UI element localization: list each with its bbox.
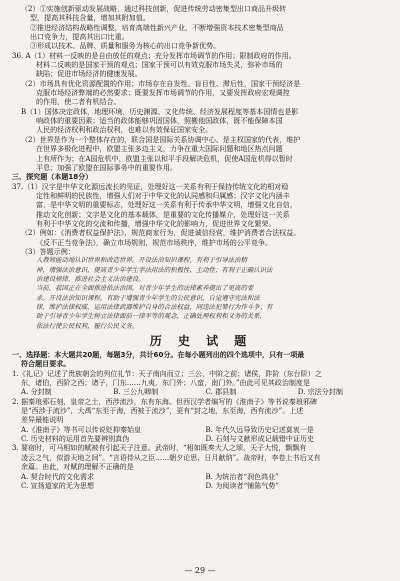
option-a: A.《淮南子》等书可以传说贬抑秦始皇 (21, 424, 142, 434)
question-text: 3. 要宿时，可马相如的赋被有引起天子注意。武帝时，“相如既奏大人之颂，天子大悦，飘飘有 (12, 443, 307, 453)
question-text: 凌云之气，似游天地之间”。“言语侍从之臣……朝夕论思，日月献纳”。战帝时，李卷上书后又有 (21, 452, 321, 462)
text-line: 平息；加强了欧盟在国际事务中的重要作用。 (36, 162, 177, 172)
option-c: C. 郡县制 (205, 387, 237, 397)
history-section (12, 350, 390, 490)
handwritten-line: 神，增强法治意识，提高青少年学生学法用法的积极性、主动性；有利于正确认识法 (36, 265, 273, 274)
text-line: （2）①实施创新驱动发展战略，通过科技创新，促进传统劳动密集型出口商品升级转 (21, 4, 287, 13)
option-b: B. 三公九卿制 (113, 387, 159, 397)
question-1 (12, 369, 390, 397)
question-options (12, 481, 390, 490)
handwritten-line: 当前，我国正在全面推进依法治国，对青少年学生的法律素养提出了更高的要 (36, 284, 254, 293)
text-line: 定性和鲜明的民族性，增强人们对于中华文化的认同感和归属感；汉字文化内涵丰 (36, 190, 290, 200)
text-line: 36. A（1）材料一反映的是自由放任的观点；充分发挥市场调节的作用；限制政府的作用。 (12, 50, 296, 60)
text-line: 推动文化创新；文字是文化的基本载体，是重要的文化传播媒介，处理好这一关系 (36, 209, 290, 219)
handwritten-line: 助于引导青少年学生树立法律面前一律平等的观念，正确处理权利和义务的关系， (36, 312, 267, 321)
question-options (12, 434, 390, 443)
option-c: C. 宣扬道家的无为思想 (21, 480, 95, 490)
question-text: 1.《礼记》记述了贵族朝会的列位礼节：天子南向而立；三公，中阶之前；诸侯，阼阶（东台阶）之 (12, 368, 322, 378)
text-line: ③形成以技术、品牌、质量和服务为核心的出口竞争新优势。 (30, 41, 221, 51)
question-3 (12, 443, 390, 490)
answer-continuation (12, 4, 390, 172)
history-title: 历 史 试 题 (149, 334, 253, 349)
text-line: ②推进经济结构战略性调整，培育高端性新兴产业，不断增强资本技术密集型商品 (30, 22, 284, 32)
text-line: 克服市场经济弊端的必然要求；既要发挥市场调节的作用，又要发挥政府宏观调控 (36, 88, 290, 98)
handwritten-line: 治建设规律，推进社会主义法治建设。 (36, 274, 145, 283)
text-line: 上有所作为；在A国危机中，欧盟主张以和平手段解决危机，促使A国危机得以暂时 (36, 153, 293, 163)
text-line: （2）世界是作为一个整体存在的，联合国是国际关系协调中心、是主权国家的代表，维护 (21, 134, 301, 144)
page-number: — 29 — (184, 565, 216, 575)
question-text: 2. 据秦琅邪石刻，皇帝之土，西涉流沙，东有东海。但西汉学者编写的《淮南子》等书说秦琅邪碑 (12, 396, 317, 406)
section-three (12, 172, 390, 331)
text-line: B（1）国体决定政体，地理环境、历史渊源、文化传统、经济发展程度等基本国情也是影 (21, 106, 299, 116)
text-line: 缺陷；促进市场经济的健康发展。 (36, 69, 142, 79)
text-line: 富，是中华文明的重要标志，处理好这一关系有利于传承中华文明，增强文化自信， (36, 200, 297, 210)
text-line: （3）答题示例： (21, 246, 75, 256)
mc-heading: 一、选择题：本大题共20题，每题3分，共计60分。在每小题列出的四个选项中，只有一项最 (12, 350, 305, 360)
text-line: 《反不正当竞争法》，确立市场规则，规范市场秩序，维护市场的公平竞争。 (36, 237, 273, 247)
question-text: 差异最能说明 (21, 415, 64, 425)
text-line: 的作用，使二者有机结合。 (36, 97, 121, 107)
text-line: 37.（1）汉字是中华文化源远流长的见证，处理好这一关系有利于保持传统文化的相对稳 (12, 181, 289, 191)
section-heading: 三、探究题（本题18分） (12, 172, 93, 182)
question-options (12, 425, 390, 434)
text-line: 响政体的重要因素；适当的政体能够巩固国体，照搬他国政体，既不能保障本国 (36, 116, 283, 126)
option-b: B. 年代久远导致历史记述莫衷一是 (205, 424, 314, 434)
text-line: （2）市场具有优化资源配置的作用；市场存在自发性、盲目性、滞后性，国家干预经济是 (21, 78, 301, 88)
option-d: D. 宗法分封制 (297, 387, 343, 397)
text-line: 出口竞争力，提高其出口比重。 (30, 32, 129, 42)
question-2 (12, 397, 390, 444)
question-options (12, 472, 390, 481)
option-b: B. 为统治者“润色鸿业” (205, 471, 279, 481)
text-line: 在世界多极化进程中，欧盟主张多边主义，力争在重大国际问题和地区热点问题 (36, 144, 283, 154)
option-d: D. 为阅读者“铺陈气势” (205, 480, 279, 490)
handwritten-line: 律，维护法律权威，运用法律武器维护自身的合法权益，同违法犯罪行为作斗争；有 (36, 303, 273, 311)
text-line: 有利于中华文化的交流和传播，增强中华文化的影响力，促进世界文化繁荣。 (36, 218, 276, 228)
option-c: C. 历史材料的运用首先要辨别真伪 (21, 434, 130, 444)
text-line: 人民的经济权利和政治权利，也难以有效保证国家安全。 (36, 125, 213, 135)
text-line: 材料二反映的是国家干预的观点；国家干预可以有效克服市场失灵，弥补市场的 (36, 60, 283, 70)
text-line: 型，提高其科技含量，增加其附加值。 (30, 13, 150, 23)
mc-heading-cont: 符合题目要求。 (21, 359, 71, 369)
text-line: （2）例如：《消费者权益保护法》，规范商家行为，促进诚信经营，维护消费者合法权益。 (21, 228, 301, 238)
handwritten-line: 求。开设法治知识课程，有助于增强青少年学生的公民意识，自觉遵守宪法和法 (36, 293, 260, 302)
option-a: A. 契合时代的文化需求 (21, 471, 94, 481)
option-a: A. 分封制 (21, 387, 52, 397)
question-text: 余篇。由此，对赋的理解不正确的是 (21, 462, 134, 472)
question-options (12, 387, 390, 396)
question-text: 是“西涉于流沙”，大禹“东至于海，西被于流沙”，更有“封之地，东至海，西有流沙”。上述 (21, 406, 304, 416)
handwritten-line: 人教师能动地认识世界和改造世界。开设法治知识课程，有利于引导法治精 (36, 256, 247, 265)
option-d: D. 石刻与文献形成记载错中证历史 (205, 434, 315, 444)
handwritten-line: 依法行使公民权利，履行公民义务。 (36, 321, 139, 330)
question-text: 东，诸伯，西阶之西；诸子，门东……九夷，东门外；八蛮，南门外。”由此可见其政治制度是 (21, 378, 311, 388)
